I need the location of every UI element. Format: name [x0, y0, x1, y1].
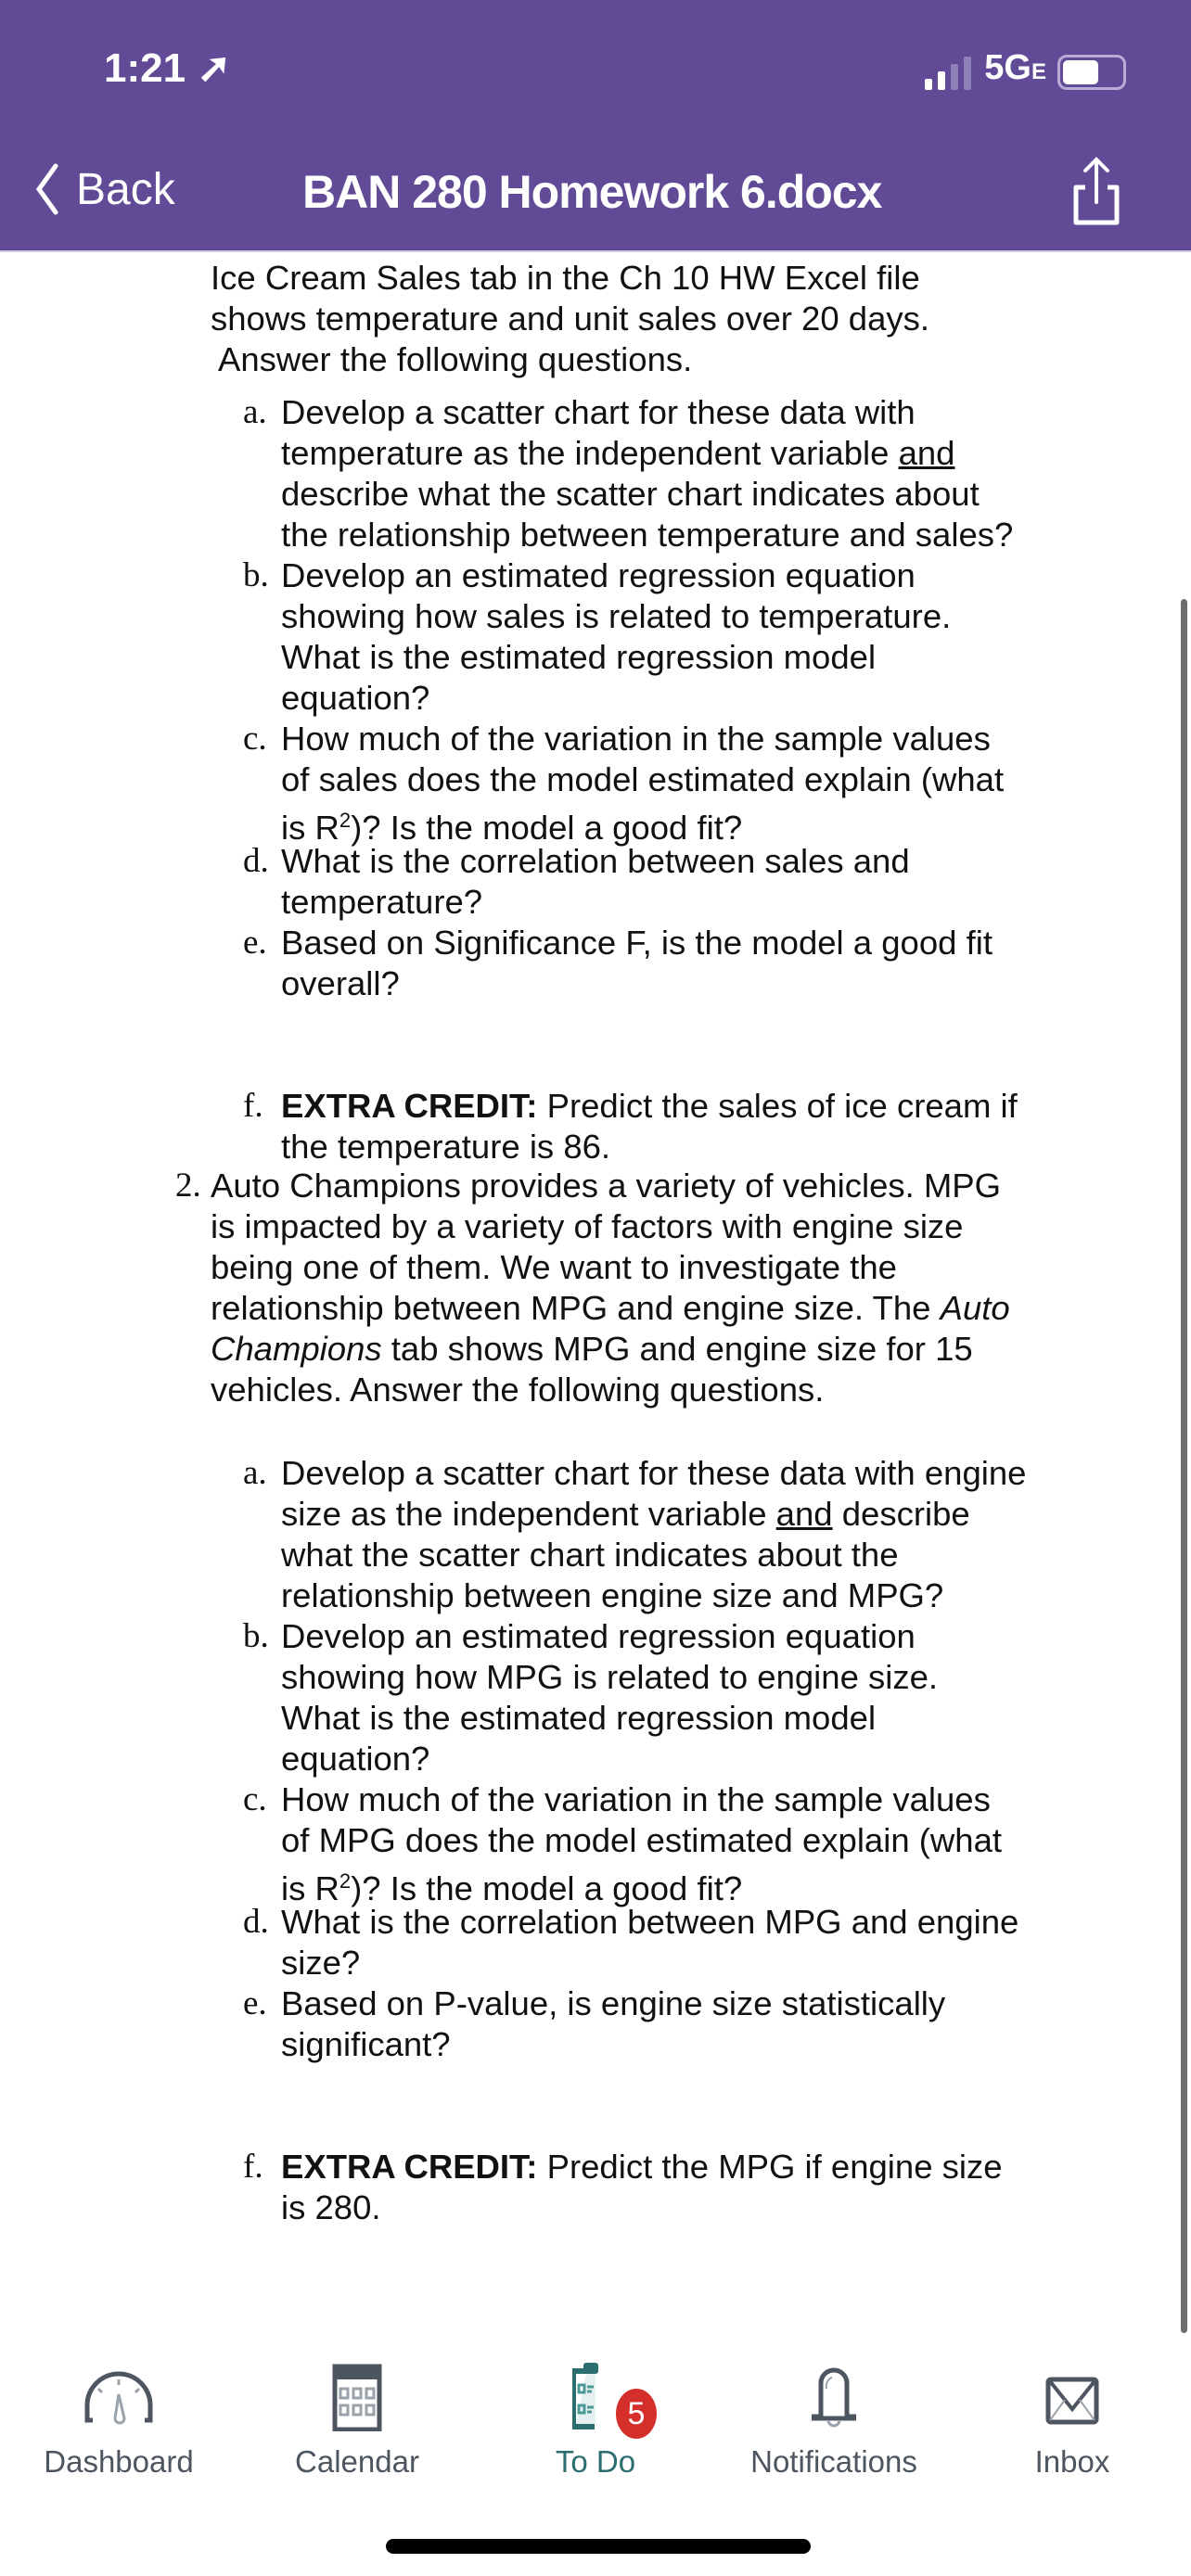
- text-line: of MPG does the model estimated explain (what: [281, 1821, 1003, 1859]
- signal-bar-icon: [964, 57, 971, 90]
- item-label: f.: [243, 2148, 263, 2186]
- tab-inbox[interactable]: Inbox: [961, 2337, 1184, 2480]
- text-line: Based on P-value, is engine size statistically: [281, 1984, 946, 2022]
- signal-bar-icon: [951, 64, 958, 90]
- question-2-number: 2.: [175, 1167, 201, 1205]
- signal-bar-icon: [925, 79, 932, 90]
- item-label: b.: [243, 1617, 269, 1655]
- text-line: is $R^2$)? Is the model a good fit?: [281, 1869, 743, 1908]
- item-label: b.: [243, 556, 269, 594]
- text-line: Based on Significance F, is the model a good fit: [281, 924, 992, 962]
- text-line: is impacted by a variety of factors with engine size: [211, 1207, 964, 1245]
- text-line: relationship between engine size and MPG?: [281, 1576, 944, 1614]
- item-label: d.: [243, 1903, 269, 1941]
- text-line: EXTRA CREDIT: Predict the MPG if engine size: [281, 2148, 1003, 2186]
- text-line: Develop an estimated regression equation: [281, 1617, 916, 1655]
- text-line: What is the correlation between MPG and engine: [281, 1903, 1019, 1941]
- intro-line: Ice Cream Sales tab in the Ch 10 HW Excel file: [211, 259, 920, 297]
- text-line: equation?: [281, 679, 430, 717]
- scrollbar[interactable]: [1181, 599, 1187, 2333]
- signal-bar-icon: [938, 71, 945, 90]
- text-line: is $R^2$)? Is the model a good fit?: [281, 809, 743, 848]
- text-line: How much of the variation in the sample values: [281, 720, 991, 758]
- text-line: the temperature is 86.: [281, 1128, 611, 1166]
- network-type: 5GE: [984, 48, 1046, 87]
- text-line: EXTRA CREDIT: Predict the sales of ice cream if: [281, 1087, 1018, 1125]
- dashboard-icon: [82, 2361, 156, 2431]
- text-line: significant?: [281, 2025, 451, 2063]
- todo-badge: 5: [616, 2389, 657, 2439]
- status-time: 1:21 ➚: [104, 45, 232, 91]
- item-label: c.: [243, 720, 267, 758]
- item-label: a.: [243, 1454, 267, 1492]
- text-line: showing how sales is related to temperature.: [281, 597, 952, 635]
- bell-icon: [797, 2361, 871, 2431]
- status-indicators: [925, 50, 1126, 90]
- text-line: size as the independent variable and describe: [281, 1495, 970, 1533]
- tab-notifications[interactable]: Notifications: [723, 2337, 945, 2480]
- text-line: Develop a scatter chart for these data with engine: [281, 1454, 1027, 1492]
- location-arrow-icon: ➚: [197, 45, 232, 91]
- text-line: temperature?: [281, 883, 483, 921]
- text-line: How much of the variation in the sample values: [281, 1780, 991, 1818]
- text-line: of sales does the model estimated explain (what: [281, 760, 1005, 798]
- item-label: d.: [243, 842, 269, 880]
- top-bar: [0, 0, 1191, 252]
- item-label: c.: [243, 1780, 267, 1818]
- share-icon: [1067, 156, 1126, 226]
- text-line: What is the estimated regression model: [281, 1699, 877, 1737]
- document-title: BAN 280 Homework 6.docx: [302, 166, 882, 218]
- text-line: temperature as the independent variable and: [281, 434, 955, 472]
- text-line: relationship between MPG and engine size. The Auto: [211, 1289, 1010, 1327]
- text-line: Develop a scatter chart for these data with: [281, 393, 916, 431]
- text-line: Develop an estimated regression equation: [281, 556, 916, 594]
- text-line: the relationship between temperature and sales?: [281, 516, 1014, 554]
- item-label: a.: [243, 393, 267, 431]
- chevron-left-icon: [35, 163, 59, 215]
- text-line: what the scatter chart indicates about the: [281, 1536, 899, 1574]
- home-indicator: [386, 2539, 811, 2554]
- item-label: f.: [243, 1087, 263, 1125]
- text-line: overall?: [281, 964, 400, 1002]
- text-line: showing how MPG is related to engine size.: [281, 1658, 939, 1696]
- text-line: being one of them. We want to investigate the: [211, 1248, 897, 1286]
- text-line: equation?: [281, 1740, 430, 1778]
- intro-line: Answer the following questions.: [218, 340, 693, 378]
- back-button[interactable]: Back: [35, 163, 175, 215]
- inbox-icon: [1035, 2361, 1109, 2431]
- text-line: What is the correlation between sales and: [281, 842, 910, 880]
- intro-line: shows temperature and unit sales over 20 days.: [211, 300, 930, 338]
- tab-bar: [0, 2337, 1191, 2485]
- text-line: size?: [281, 1944, 361, 1982]
- text-line: Champions tab shows MPG and engine size for 15: [211, 1330, 973, 1368]
- tab-dashboard[interactable]: Dashboard: [7, 2337, 230, 2480]
- share-button[interactable]: [1067, 156, 1126, 231]
- item-label: e.: [243, 924, 267, 962]
- text-line: is 280.: [281, 2188, 381, 2226]
- tab-todo[interactable]: 5 To Do: [484, 2337, 707, 2480]
- tab-calendar[interactable]: Calendar: [246, 2337, 468, 2480]
- battery-icon: [1057, 55, 1126, 90]
- text-line: What is the estimated regression model: [281, 638, 877, 676]
- text-line: Auto Champions provides a variety of vehicles. MPG: [211, 1167, 1002, 1205]
- text-line: describe what the scatter chart indicates about: [281, 475, 980, 513]
- text-line: vehicles. Answer the following questions.: [211, 1371, 825, 1409]
- calendar-icon: [320, 2361, 394, 2431]
- item-label: e.: [243, 1984, 267, 2022]
